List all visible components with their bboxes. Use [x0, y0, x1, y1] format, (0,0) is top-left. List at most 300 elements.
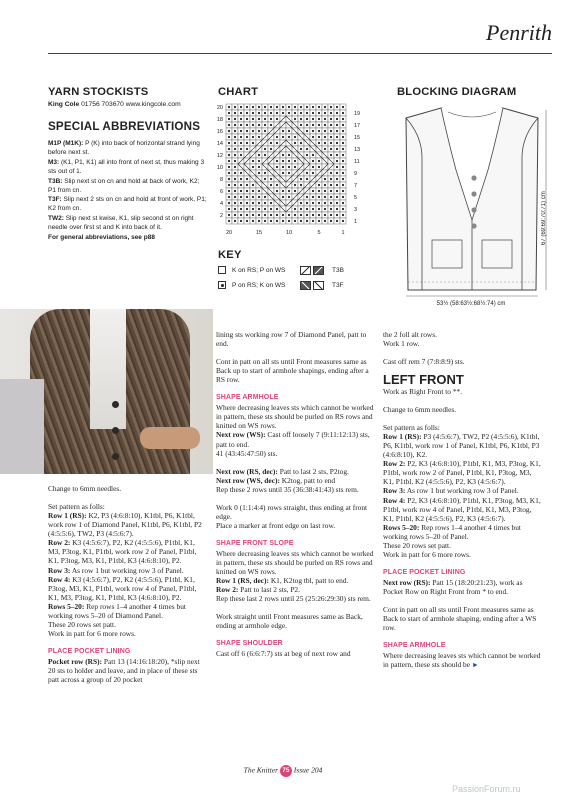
col2-row1: Row 1 (RS, dec): K1, K2tog tbl, patt to end. [216, 576, 349, 586]
chart-purl-dot [288, 154, 290, 156]
column-2 [216, 330, 374, 658]
chart-purl-dot [330, 202, 332, 204]
col3-rows5-20: Rows 5–20: Rep rows 1–4 another 4 times but working rows 5–20 of Panel. [383, 522, 521, 541]
key-t3f-symbol-a [300, 281, 311, 290]
chart-purl-dot [312, 124, 314, 126]
chart-purl-dot [336, 196, 338, 198]
chart-purl-dot [336, 118, 338, 120]
chart-purl-dot [324, 208, 326, 210]
chart-purl-dot [318, 160, 320, 162]
chart-purl-dot [336, 220, 338, 222]
chart-purl-dot [300, 208, 302, 210]
chart-row-number: 11 [354, 159, 360, 165]
chart-purl-dot [246, 208, 248, 210]
chart-purl-dot [240, 142, 242, 144]
chart-purl-dot [234, 166, 236, 168]
watermark: PassionForum.ru [452, 784, 521, 794]
chart-purl-dot [228, 184, 230, 186]
chart-row-number: 16 [216, 129, 223, 135]
chart-purl-dot [342, 118, 344, 120]
chart-purl-dot [318, 190, 320, 192]
chart-purl-dot [306, 106, 308, 108]
chart-purl-dot [342, 124, 344, 126]
col1-row4: Row 4: K3 (4:5:6:7), P2, K2 (4:5:5:6), P1tbl, K1, P3tog, M3, K1, P1tbl, work row 4 of Panel, P1tbl, K1, M3, P3tog, K1, P1tbl, K3 (4:6:8:10), P2. [48, 574, 197, 602]
chart-purl-dot [246, 178, 248, 180]
chart-purl-dot [240, 130, 242, 132]
chart-purl-dot [324, 214, 326, 216]
col2-p3: Where decreasing leaves sts which cannot be worked in pattern, these sts should be purled on RS rows and knitted on WS rows. [216, 403, 374, 431]
chart-purl-dot [240, 196, 242, 198]
chart-purl-dot [276, 184, 278, 186]
col3-row3: Row 3: As row 1 but working row 3 of Panel. [383, 486, 519, 496]
chart-purl-dot [258, 190, 260, 192]
chart-purl-dot [228, 172, 230, 174]
left-front-heading: LEFT FRONT [383, 371, 464, 387]
chart-purl-dot [264, 214, 266, 216]
chart-purl-dot [312, 130, 314, 132]
chart-purl-dot [312, 202, 314, 204]
chart-purl-dot [318, 142, 320, 144]
abbr-item: T3B: Slip next st on cn and hold at back of work, K2; P1 from cn. [48, 177, 200, 194]
chart-purl-dot [330, 130, 332, 132]
chart-purl-dot [342, 130, 344, 132]
chart-purl-dot [306, 148, 308, 150]
chart-purl-dot [312, 190, 314, 192]
chart-purl-dot [282, 154, 284, 156]
chart-purl-dot [330, 136, 332, 138]
chart-purl-dot [234, 196, 236, 198]
chart-purl-dot [336, 208, 338, 210]
chart-purl-dot [270, 220, 272, 222]
chart-purl-dot [258, 196, 260, 198]
chart-purl-dot [264, 130, 266, 132]
chart-purl-dot [288, 106, 290, 108]
chart-purl-dot [240, 184, 242, 186]
abbr-item: M1P (M1K): P (K) into back of horizontal strand lying before next st. [48, 140, 200, 156]
chart-purl-dot [252, 136, 254, 138]
chart-row-number: 6 [219, 189, 223, 195]
chart-purl-dot [228, 118, 230, 120]
chart-purl-dot [300, 220, 302, 222]
chart-purl-dot [324, 196, 326, 198]
chart-purl-dot [258, 160, 260, 162]
chart-purl-dot [294, 214, 296, 216]
chart-purl-dot [288, 196, 290, 198]
chart-purl-dot [330, 106, 332, 108]
chart-purl-dot [252, 184, 254, 186]
chart-purl-dot [342, 112, 344, 114]
chart-purl-dot [288, 130, 290, 132]
col1-row3: Row 3: As row 1 but working row 3 of Panel. [48, 565, 184, 575]
chart-purl-dot [276, 118, 278, 120]
col2-p6: Work 0 (1:1:4:4) rows straight, thus ending at front edge. [216, 502, 368, 521]
chart-purl-dot [294, 142, 296, 144]
key-t3b-symbol-a [300, 266, 311, 275]
chart-purl-dot [342, 154, 344, 156]
col2-p4: 41 (43:45:47:50) sts. [216, 448, 278, 458]
chart-purl-dot [324, 136, 326, 138]
chart-purl-dot [318, 208, 320, 210]
chart-purl-dot [240, 172, 242, 174]
chart-purl-dot [300, 184, 302, 186]
chart-purl-dot [336, 166, 338, 168]
chart-purl-dot [252, 214, 254, 216]
chart-purl-dot [252, 208, 254, 210]
chart-purl-dot [324, 190, 326, 192]
chart-purl-dot [336, 154, 338, 156]
chart-purl-dot [294, 136, 296, 138]
chart-purl-dot [234, 130, 236, 132]
chart-row-number: 12 [216, 153, 223, 159]
col2-next-row: Next row (WS): Cast off loosely 7 (9:11:12:13) sts, patt to end. [216, 430, 370, 449]
left-arm [0, 379, 44, 474]
chart-purl-dot [246, 190, 248, 192]
col3-p10: Where decreasing leaves sts which cannot be worked in pattern, these sts should be ► [383, 651, 541, 670]
chart-row-number: 9 [354, 171, 358, 177]
chart-purl-dot [330, 184, 332, 186]
chart-purl-dot [336, 202, 338, 204]
chart-purl-dot [234, 154, 236, 156]
chart-purl-dot [234, 124, 236, 126]
chart-purl-dot [246, 124, 248, 126]
chart-purl-dot [342, 148, 344, 150]
chart-purl-dot [318, 124, 320, 126]
abbr-item: T3F: Slip next 2 sts on cn and hold at front of work, P1; K2 from cn. [48, 196, 207, 213]
chart-purl-dot [312, 208, 314, 210]
chart-purl-dot [330, 142, 332, 144]
chart-row-number: 13 [354, 147, 361, 153]
col1-intro: Change to 6mm needles. [48, 484, 122, 493]
footer [0, 765, 566, 777]
chart-purl-dot [336, 142, 338, 144]
chart-purl-dot [336, 148, 338, 150]
shirt-front [90, 309, 126, 429]
chart-purl-dot [276, 136, 278, 138]
chart-purl-dot [306, 154, 308, 156]
chart-purl-dot [336, 172, 338, 174]
chart-col-number: 15 [255, 230, 263, 236]
chart-purl-dot [240, 136, 242, 138]
continue-arrow-icon: ► [471, 661, 479, 670]
chart-purl-dot [270, 208, 272, 210]
chart-purl-dot [276, 214, 278, 216]
chart-purl-dot [228, 220, 230, 222]
chart-purl-dot [234, 112, 236, 114]
chart-purl-dot [342, 172, 344, 174]
chart-purl-dot [234, 190, 236, 192]
col2-shape-armhole: SHAPE ARMHOLE [216, 394, 279, 402]
chart-purl-dot [318, 202, 320, 204]
chart-purl-dot [264, 202, 266, 204]
chart-purl-dot [258, 136, 260, 138]
chart-purl-dot [324, 118, 326, 120]
chart-purl-dot [240, 220, 242, 222]
col1-rows5-20: Rows 5–20: Rep rows 1–4 another 4 times but working rows 5–20 of Diamond Panel. [48, 601, 186, 621]
yarn-brand: King Cole [48, 101, 80, 108]
chart-purl-dot [252, 124, 254, 126]
chart-purl-dot [234, 220, 236, 222]
chart-purl-dot [228, 112, 230, 114]
chart-purl-dot [336, 124, 338, 126]
col2-shape-shoulder: SHAPE SHOULDER [216, 640, 283, 648]
chart-row-number: 1 [354, 219, 358, 225]
chart-purl-dot [252, 190, 254, 192]
chart-purl-dot [264, 208, 266, 210]
chart-purl-dot [270, 112, 272, 114]
chart-purl-dot [258, 214, 260, 216]
chart-purl-dot [282, 220, 284, 222]
chart-purl-dot [300, 178, 302, 180]
chart-purl-dot [294, 112, 296, 114]
footer-issue: Issue 204 [293, 765, 323, 775]
chart-purl-dot [270, 178, 272, 180]
chart-purl-dot [312, 154, 314, 156]
chart-purl-dot [258, 202, 260, 204]
key-t3f-symbol-b [313, 281, 324, 290]
chart-purl-dot [264, 148, 266, 150]
chart-purl-dot [300, 124, 302, 126]
col2-row2: Row 2: Patt to last 2 sts, P2. [216, 585, 300, 595]
chart-purl-dot [294, 184, 296, 186]
chart-col-number: 10 [285, 230, 293, 236]
chart-purl-dot [252, 160, 254, 162]
model-photo [0, 309, 213, 474]
chart-purl-dot [276, 160, 278, 162]
chart-col-number: 1 [341, 230, 345, 236]
chart-purl-dot [240, 148, 242, 150]
chart-purl-dot [318, 136, 320, 138]
chart-purl-dot [318, 220, 320, 222]
chart-purl-dot [306, 202, 308, 204]
chart-purl-dot [330, 124, 332, 126]
chart-purl-dot [252, 196, 254, 198]
col2-p10: Work straight until Front measures same as Back, ending at armhole edge. [216, 612, 363, 631]
chart-purl-dot [234, 172, 236, 174]
chart-purl-dot [330, 118, 332, 120]
col2-next-row-rs: Next row (RS, dec): Patt to last 2 sts, P2tog. [216, 466, 349, 476]
chart-purl-dot [264, 106, 266, 108]
chart-purl-dot [336, 130, 338, 132]
chart-row-number: 15 [354, 135, 361, 141]
chart-purl-dot [330, 178, 332, 180]
chart-purl-dot [228, 148, 230, 150]
chart-purl-dot [228, 154, 230, 156]
col2-p7: Place a marker at front edge on last row. [216, 520, 336, 530]
chart-purl-dot [252, 142, 254, 144]
col1-work: Work in patt for 6 more rows. [48, 629, 136, 639]
chart-purl-dot [282, 172, 284, 174]
chart-purl-dot [306, 130, 308, 132]
chart-purl-dot [258, 166, 260, 168]
chart-purl-dot [252, 202, 254, 204]
chart-purl-dot [306, 214, 308, 216]
button [112, 453, 119, 460]
chart-purl-dot [240, 208, 242, 210]
chart-purl-dot [264, 118, 266, 120]
chart-purl-dot [288, 112, 290, 114]
col3-p3: Cast off rem 7 (7:8:8:9) sts. [383, 356, 465, 366]
chart-purl-dot [288, 214, 290, 216]
chart-col-number: 20 [225, 230, 233, 236]
chart-purl-dot [312, 106, 314, 108]
chart-purl-dot [342, 214, 344, 216]
chart-purl-dot [330, 148, 332, 150]
chart-purl-dot [282, 130, 284, 132]
chart-purl-dot [264, 172, 266, 174]
chart-purl-dot [294, 118, 296, 120]
chart-purl-dot [240, 124, 242, 126]
chart-purl-dot [330, 190, 332, 192]
chart-purl-dot [336, 112, 338, 114]
chart-purl-dot [228, 202, 230, 204]
col3-p1: the 2 foll alt rows. [383, 330, 437, 339]
chart-purl-dot [258, 124, 260, 126]
chart-purl-dot [234, 178, 236, 180]
chart-purl-dot [276, 166, 278, 168]
col3-next-row: Next row (RS): Patt 15 (18:20:21:23), work as Pocket Row on Right Front from * to end. [383, 578, 523, 597]
chart-purl-dot [240, 112, 242, 114]
chart-purl-dot [240, 202, 242, 204]
chart-purl-dot [342, 202, 344, 204]
col2-p11: Cast off 6 (6:6:7:7) sts at beg of next row and [216, 649, 351, 659]
chart-purl-dot [336, 160, 338, 162]
chart-purl-dot [300, 112, 302, 114]
chart-purl-dot [228, 196, 230, 198]
key-t3b-label: T3B [332, 267, 344, 274]
chart-purl-dot [228, 190, 230, 192]
chart-purl-dot [288, 160, 290, 162]
chart-purl-dot [312, 160, 314, 162]
col2-p8: Where decreasing leaves sts which cannot be worked in pattern, these sts should be purled on RS rows and knitted on WS rows. [216, 548, 374, 576]
chart-purl-dot [294, 190, 296, 192]
chart-purl-dot [342, 166, 344, 168]
chart-purl-dot [324, 184, 326, 186]
chart-purl-dot [228, 214, 230, 216]
chart-purl-dot [288, 190, 290, 192]
chart-purl-dot [330, 208, 332, 210]
chart-purl-dot [240, 118, 242, 120]
chart-purl-dot [324, 148, 326, 150]
col3-row1: Row 1 (RS): P3 (4:5:6:7), TW2, P2 (4:5:5:6), K1tbl, P6, K1tbl, work row 1 of Panel, K1tbl, P6, K1tbl, P3 (4:6:8:10), K2. [383, 431, 540, 460]
chart-purl-dot [234, 118, 236, 120]
chart-purl-dot [336, 190, 338, 192]
chart-purl-dot [330, 196, 332, 198]
key-row-t3b [300, 266, 344, 275]
chart-purl-dot [324, 124, 326, 126]
chart-row-number: 2 [219, 213, 223, 219]
chart-purl-dot [282, 196, 284, 198]
chart-purl-dot [336, 184, 338, 186]
chart-purl-dot [282, 106, 284, 108]
chart-row-number: 19 [354, 111, 361, 117]
chart-purl-dot [246, 112, 248, 114]
chart-purl-dot [264, 220, 266, 222]
chart-purl-dot [282, 160, 284, 162]
chart-purl-dot [300, 214, 302, 216]
chart-purl-dot [312, 196, 314, 198]
chart-purl-dot [252, 112, 254, 114]
chart-purl-dot [276, 220, 278, 222]
chart-purl-dot [306, 220, 308, 222]
chart-purl-dot [306, 196, 308, 198]
chart-purl-dot [306, 124, 308, 126]
chart-purl-dot [270, 118, 272, 120]
chart-purl-dot [318, 118, 320, 120]
chart-purl-dot [324, 106, 326, 108]
chart-row-number: 5 [354, 195, 358, 201]
chart-purl-dot [258, 208, 260, 210]
chart-purl-dot [324, 112, 326, 114]
chart-purl-dot [282, 190, 284, 192]
chart-purl-dot [234, 202, 236, 204]
chart-purl-dot [264, 154, 266, 156]
chart-purl-dot [270, 202, 272, 204]
chart-purl-dot [306, 178, 308, 180]
key-knit-label: K on RS; P on WS [232, 266, 286, 274]
column-1 [48, 484, 206, 684]
chart-purl-dot [312, 112, 314, 114]
stitch-chart [214, 100, 362, 250]
blocking-heading: BLOCKING DIAGRAM [397, 86, 517, 98]
chart-purl-dot [258, 106, 260, 108]
chart-row-number: 3 [354, 207, 358, 213]
col3-row2: Row 2: P2, K3 (4:6:8:10), P1tbl, K1, M3, P3tog, K1, P1tbl, work row 2 of Panel, P1tbl, K1, P3tog, M3, K1, P1tbl, K2 (4:5:5:6), P2, K3 (4:5:6:7). [383, 459, 541, 487]
chart-purl-dot [300, 106, 302, 108]
chart-purl-dot [342, 106, 344, 108]
chart-purl-dot [324, 202, 326, 204]
button [112, 427, 119, 434]
chart-purl-dot [246, 214, 248, 216]
chart-purl-dot [234, 214, 236, 216]
chart-purl-dot [318, 166, 320, 168]
key-purl-symbol [218, 281, 226, 289]
chart-purl-dot [318, 106, 320, 108]
chart-purl-dot [282, 112, 284, 114]
col1-row2: Row 2: K3 (4:5:6:7), P2, K2 (4:5:5:6), P1tbl, K1, M3, P3tog, K1, P1tbl, work row 2 of Panel, P1tbl, K1, P3tog, M3, K1, P1tbl, K3 (4:6:8:10), P2. [48, 538, 197, 566]
chart-purl-dot [246, 130, 248, 132]
chart-purl-dot [228, 178, 230, 180]
chart-purl-dot [294, 166, 296, 168]
chart-purl-dot [228, 160, 230, 162]
chart-purl-dot [342, 220, 344, 222]
chart-row-number: 17 [354, 123, 361, 129]
chart-purl-dot [264, 196, 266, 198]
chart-col-number: 5 [317, 230, 321, 236]
chart-purl-dot [312, 136, 314, 138]
chart-purl-dot [294, 160, 296, 162]
chart-row-number: 20 [216, 105, 223, 111]
abbreviations-list [48, 140, 208, 244]
chart-purl-dot [312, 166, 314, 168]
chart-purl-dot [246, 136, 248, 138]
chart-purl-dot [246, 118, 248, 120]
col1-pocket-row: Pocket row (RS): Patt 13 (14:16:18:20), *slip next 20 sts to holder and leave, and in place of these sts patt across a group of 20 pocket [48, 657, 200, 685]
hand [140, 427, 200, 449]
chart-purl-dot [300, 118, 302, 120]
chart-purl-dot [276, 112, 278, 114]
chart-purl-dot [306, 118, 308, 120]
chart-purl-dot [258, 220, 260, 222]
chart-purl-dot [258, 154, 260, 156]
col3-place-pocket: PLACE POCKET LINING [383, 568, 466, 576]
chart-purl-dot [306, 172, 308, 174]
chart-purl-dot [276, 106, 278, 108]
chart-row-number: 7 [354, 183, 358, 189]
col3-p5: Change to 6mm needles. [383, 404, 457, 414]
chart-purl-dot [324, 130, 326, 132]
col2-next-row-ws: Next row (WS, dec): K2tog, patt to end [216, 475, 336, 485]
chart-purl-dot [342, 178, 344, 180]
